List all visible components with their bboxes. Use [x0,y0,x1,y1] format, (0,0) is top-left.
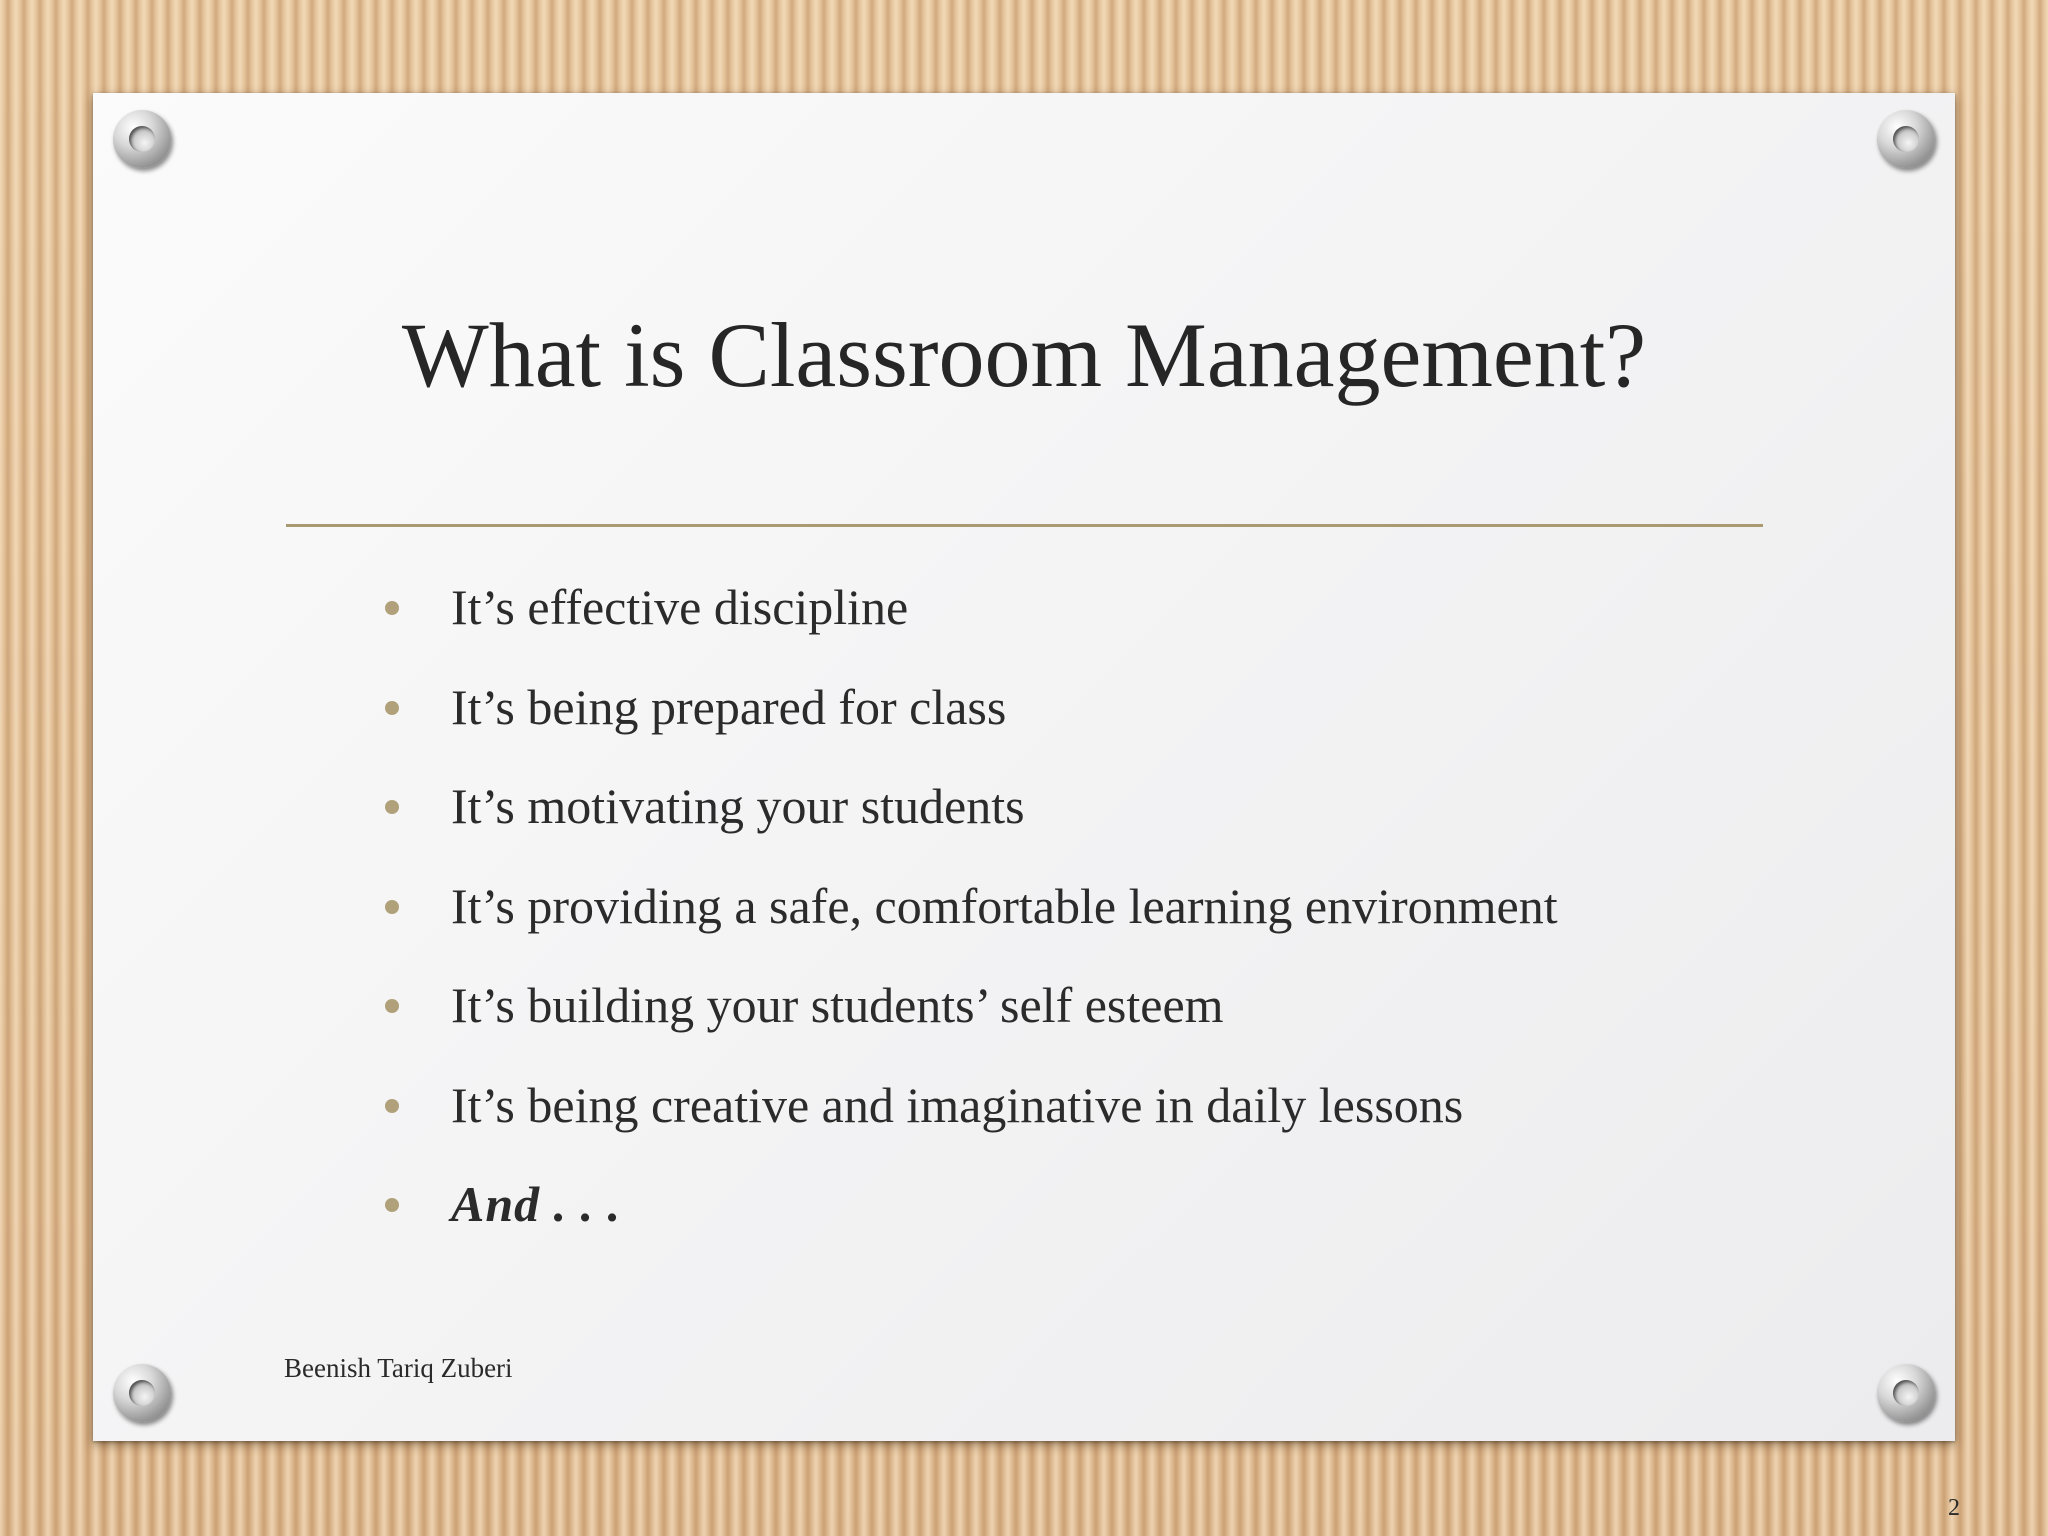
bullet-text: It’s building your students’ self esteem [451,977,1224,1033]
bullet-list [385,572,1558,1269]
grommet-top-left-icon [113,110,171,168]
bullet-dot-icon [385,1099,399,1113]
bullet-dot-icon [385,601,399,615]
bullet-dot-icon [385,800,399,814]
bullet-text-emphasis: And . . . [451,1176,622,1232]
bullet-dot-icon [385,701,399,715]
bullet-text: It’s motivating your students [451,778,1025,834]
bullet-item [385,970,1558,1070]
page-number: 2 [1948,1495,1960,1521]
title-divider [286,524,1763,527]
footer-author: Beenish Tariq Zuberi [284,1353,513,1383]
bullet-item [385,672,1558,772]
bullet-item [385,1070,1558,1170]
bullet-text: It’s providing a safe, comfortable learning environment [451,877,1558,934]
bullet-text: It’s being creative and imaginative in daily lessons [451,1076,1464,1133]
slide-title: What is Classroom Management? [401,304,1647,406]
bullet-item [385,871,1558,971]
grommet-bottom-right-icon [1877,1364,1935,1422]
grommet-bottom-left-icon [113,1364,171,1422]
bullet-text: It’s being prepared for class [451,678,1007,735]
bullet-text: It’s effective discipline [451,579,909,635]
bullet-dot-icon [385,900,399,914]
bullet-item [385,1169,1558,1269]
grommet-top-right-icon [1877,110,1935,168]
bullet-dot-icon [385,999,399,1013]
bullet-dot-icon [385,1198,399,1212]
bullet-item [385,572,1558,672]
bullet-item [385,771,1558,871]
